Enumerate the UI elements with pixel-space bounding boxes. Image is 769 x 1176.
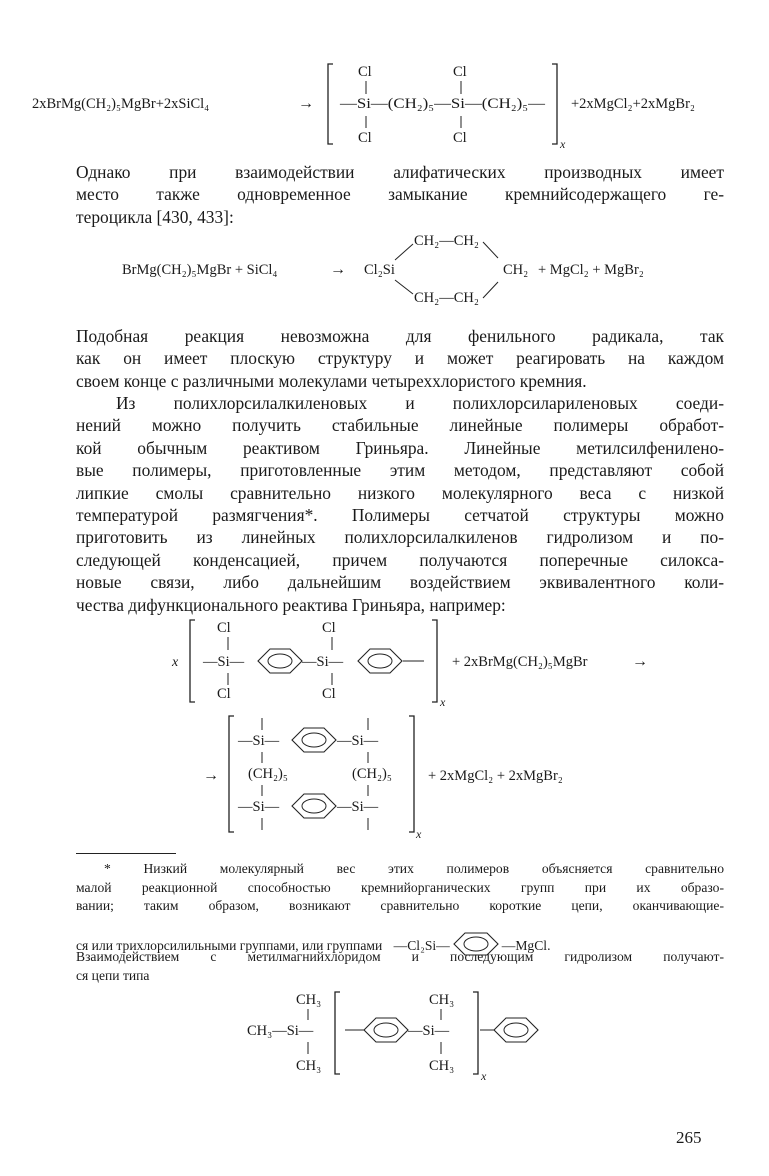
benzene-ring-icon xyxy=(494,1018,538,1042)
reaction-1-scheme xyxy=(0,56,769,156)
footnote-separator xyxy=(76,853,176,854)
silicon-label: —Si— xyxy=(302,654,344,670)
dichlorosilyl-group: —Cl₂Si— xyxy=(393,938,450,953)
reaction-2-top-chain: CH₂—CH₂ xyxy=(414,233,479,249)
reaction-2-products: + MgCl₂ + MgBr₂ xyxy=(538,262,644,278)
benzene-ring-icon xyxy=(364,1018,408,1042)
reaction-1-arrow: → xyxy=(298,95,314,112)
reaction-3-scheme xyxy=(0,612,769,842)
reaction-2-silicon: Cl₂Si xyxy=(364,262,395,278)
text-line: Подобная реакция невозможна для фенильного радикала, так xyxy=(76,326,724,346)
coefficient-x: x xyxy=(172,655,179,670)
text-line: Однако при взаимодействии алифатических производных имеет xyxy=(76,162,724,182)
text-line: приготовить из линейных полихлорсилалкиленов гидролизом и по- xyxy=(76,527,724,548)
text-line: новые связи, либо дальнейшим воздействием эквивалентного коли- xyxy=(76,572,724,593)
footnote-tail xyxy=(76,948,724,985)
text-line: температурой размягчения*. Полимеры сетчатой структуры можно xyxy=(76,505,724,526)
reaction-3-reagent: + 2xBrMg(CH₂)₅MgBr xyxy=(452,654,588,670)
cl-label: Cl xyxy=(217,686,231,702)
paragraph-2 xyxy=(76,325,724,392)
reaction-1-reactants: 2xBrMg(CH₂)₅MgBr+2xSiCl₄ xyxy=(32,96,210,112)
subscript-x: x xyxy=(440,695,446,709)
reaction-3-products: + 2xMgCl₂ + 2xMgBr₂ xyxy=(428,768,563,784)
benzene-ring-icon xyxy=(358,649,402,673)
text-line: своем конце с различными молекулами четыреххлористого кремния. xyxy=(76,370,587,391)
text-line: Из полихлорсилалкиленовых и полихлорсилариленовых соеди- xyxy=(116,393,724,413)
text-line: нений можно получить стабильные линейные полимеры обработ- xyxy=(76,415,724,436)
text-line: кой обычным реактивом Гриньяра. Линейные метилсилфенилено- xyxy=(76,437,724,458)
page-number: 265 xyxy=(676,1128,702,1147)
subscript-x: x xyxy=(481,1069,487,1083)
reaction-2-reactants: BrMg(CH₂)₅MgBr + SiCl₄ xyxy=(122,262,278,278)
trimethylsilyl-group: CH₃—Si— xyxy=(247,1023,314,1039)
ch2-chain: (CH₂)₅ xyxy=(248,766,288,782)
silicon-label: —Si— xyxy=(203,654,245,670)
text-line: как он имеет плоскую структуру и может реагировать на каждом xyxy=(76,348,724,369)
reaction-1-chain: —Si—(CH₂)₅—Si—(CH₂)₅— xyxy=(338,96,546,112)
text-line: вые полимеры, приготовленные этим методом, представляют собой xyxy=(76,460,724,481)
footnote-line: Взаимодействием с метилмагнийхлоридом и последующим гидролизом получают- xyxy=(76,949,724,964)
ch2-chain: (CH₂)₅ xyxy=(352,766,392,782)
subscript-x: x xyxy=(416,827,422,841)
cl-label: Cl xyxy=(358,64,372,80)
cl-label: Cl xyxy=(358,130,372,146)
benzene-ring-icon xyxy=(292,728,336,752)
text-line: место также одновременное замыкание кремнийсодержащего ге- xyxy=(76,184,724,205)
reaction-3-arrow-2: → xyxy=(203,767,219,784)
paragraph-1 xyxy=(76,161,724,228)
silicon-label: —Si— xyxy=(238,799,280,815)
benzene-ring-icon xyxy=(292,794,336,818)
footnote-line: ся цепи типа xyxy=(76,967,150,983)
silicon-label: —Si— xyxy=(337,799,379,815)
reaction-2-bottom-chain: CH₂—CH₂ xyxy=(414,290,479,306)
cl-label: Cl xyxy=(453,130,467,146)
footnote-line: малой реакционной способностью кремнийорганических групп при их образо- xyxy=(76,879,724,895)
polymer-chain-formula xyxy=(0,988,769,1084)
paragraph-3 xyxy=(76,392,724,616)
methyl-label: CH₃ xyxy=(429,1058,455,1074)
cl-label: Cl xyxy=(322,686,336,702)
text-line: тероцикла [430, 433]: xyxy=(76,206,234,227)
reaction-2-arrow: → xyxy=(330,261,346,278)
footnote-line: ся или трихлорсилильными группами, или группами xyxy=(76,938,383,953)
methyl-label: CH₃ xyxy=(296,992,322,1008)
benzene-ring-icon xyxy=(258,649,302,673)
cl-label: Cl xyxy=(453,64,467,80)
footnote-line: вании; таким образом, возникают сравнительно короткие цепи, оканчивающие- xyxy=(76,898,724,913)
silicon-label: —Si— xyxy=(337,733,379,749)
reaction-2-right: CH₂ xyxy=(503,262,529,278)
reaction-1-products: +2xMgCl₂+2xMgBr₂ xyxy=(571,96,695,112)
methyl-label: CH₃ xyxy=(429,992,455,1008)
magnesium-chloride-group: —MgCl. xyxy=(501,938,551,953)
text-line: липкие смолы сравнительно низкого молекулярного веса с низкой xyxy=(76,482,724,503)
cl-label: Cl xyxy=(322,620,336,636)
reaction-2-scheme xyxy=(0,228,769,308)
text-line: следующей конденсацией, причем получаются поперечные силокса- xyxy=(76,549,724,570)
silicon-label: —Si— xyxy=(408,1023,450,1039)
silicon-label: —Si— xyxy=(238,733,280,749)
methyl-label: CH₃ xyxy=(296,1058,322,1074)
text-line: чества дифункционального реактива Гриньяра, например: xyxy=(76,594,506,615)
subscript-x: x xyxy=(560,137,566,151)
footnote xyxy=(76,860,724,916)
reaction-3-arrow-1: → xyxy=(632,653,648,670)
cl-label: Cl xyxy=(217,620,231,636)
footnote-line: * Низкий молекулярный вес этих полимеров объясняется сравнительно xyxy=(104,861,724,876)
